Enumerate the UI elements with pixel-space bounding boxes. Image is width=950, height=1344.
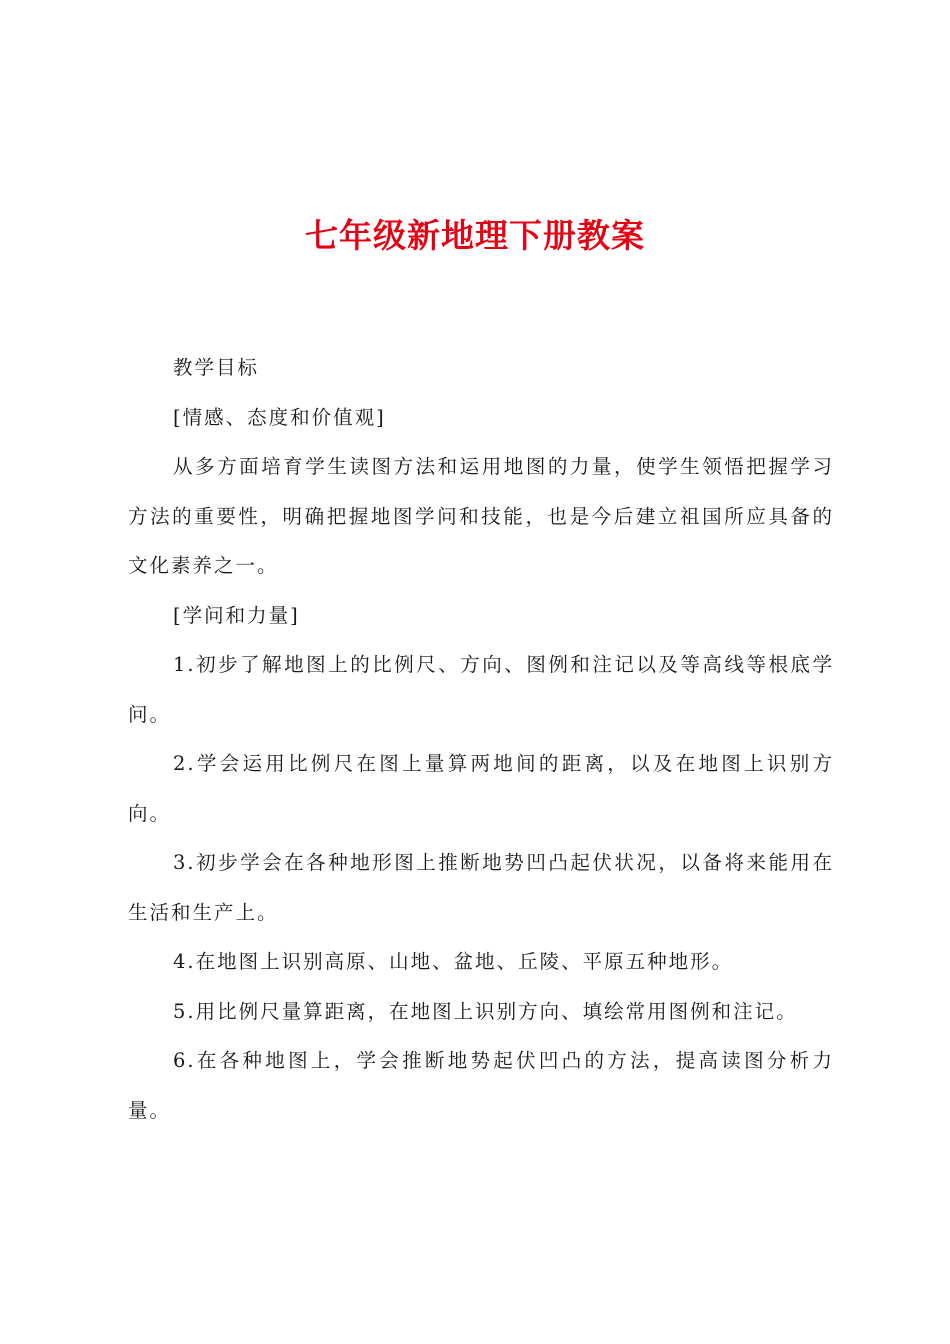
list-item-4: 4.在地图上识别高原、山地、盆地、丘陵、平原五种地形。 [173, 950, 734, 973]
list-item-1: 1.初步了解地图上的比例尺、方向、图例和注记以及等高线等根底学问。 [128, 653, 834, 726]
list-item-3: 3.初步学会在各种地形图上推断地势凹凸起伏状况，以备将来能用在生活和生产上。 [128, 851, 834, 924]
subheading-knowledge-ability: [学问和力量] [173, 603, 300, 627]
document-title: 七年级新地理下册教案 [305, 216, 645, 255]
document-body [128, 343, 834, 1135]
list-item-6: 6.在各种地图上，学会推断地势起伏凹凸的方法，提高读图分析力量。 [128, 1049, 834, 1122]
list-item-5: 5.用比例尺量算距离，在地图上识别方向、填绘常用图例和注记。 [173, 999, 798, 1023]
section-heading-teaching-goals: 教学目标 [173, 356, 260, 379]
paragraph-emotion-goal: 从多方面培育学生读图方法和运用地图的力量，使学生领悟把握学习方法的重要性，明确把握地图学问和技能，也是今后建立祖国所应具备的文化素养之一。 [128, 455, 834, 577]
subheading-emotion-attitude-values: [情感、态度和价值观] [173, 405, 386, 429]
list-item-2: 2.学会运用比例尺在图上量算两地间的距离，以及在地图上识别方向。 [128, 752, 834, 825]
